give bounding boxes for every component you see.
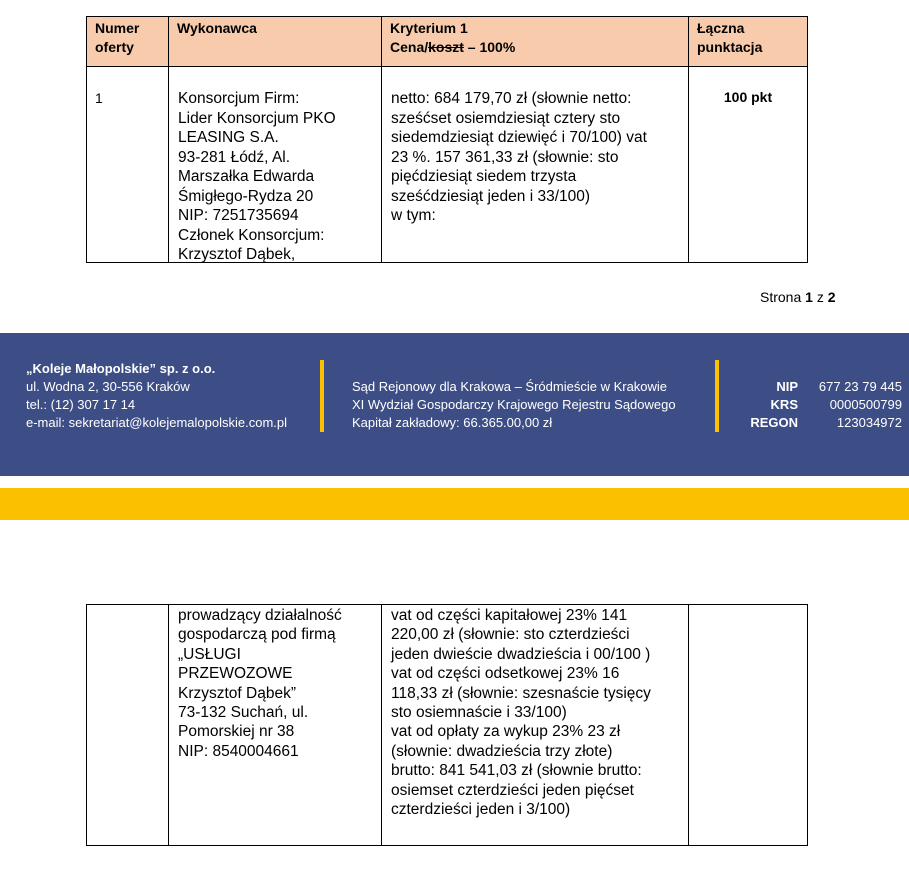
header-cell-kryterium bbox=[382, 17, 689, 67]
footer-accent-stripe bbox=[0, 488, 909, 520]
table-header-row bbox=[87, 17, 808, 67]
header-cell-wykonawca bbox=[169, 17, 382, 67]
contractor-text-continued: prowadzący działalność gospodarczą pod firmą „USŁUGI PRZEWOZOWE Krzysztof Dąbek” 73-132 Suchań, ul. Pomorskiej nr 38 NIP: 8540004661 bbox=[178, 607, 342, 760]
header-kryterium-percent: – 100% bbox=[463, 39, 516, 55]
footer-nip-value: 677 23 79 445 bbox=[818, 379, 902, 394]
page-number-separator: z bbox=[812, 289, 828, 305]
footer-krs-label: KRS bbox=[770, 397, 798, 412]
footer-registry bbox=[352, 378, 676, 432]
offers-table bbox=[86, 16, 808, 263]
cell-punktacja bbox=[689, 605, 808, 846]
footer-krs-value: 0000500799 bbox=[829, 397, 902, 412]
company-footer bbox=[0, 333, 909, 476]
header-cell-numer bbox=[87, 17, 169, 67]
footer-email: e-mail: sekretariat@kolejemalopolskie.com.pl bbox=[26, 415, 288, 430]
footer-court-line2: XI Wydział Gospodarczy Krajowego Rejestru Sądowego bbox=[352, 397, 676, 412]
cell-kryterium bbox=[382, 605, 689, 846]
header-kryterium-line2 bbox=[390, 38, 680, 57]
header-punktacja: Łączna punktacja bbox=[697, 20, 763, 55]
offers-table-continued bbox=[86, 604, 808, 846]
footer-capital: Kapitał zakładowy: 66.365.00,00 zł bbox=[352, 415, 553, 430]
footer-phone: tel.: (12) 307 17 14 bbox=[26, 397, 136, 412]
footer-identifiers bbox=[740, 378, 902, 432]
page-number bbox=[760, 289, 836, 305]
header-kryterium-line1: Kryterium 1 bbox=[390, 20, 468, 36]
footer-regon-row bbox=[740, 414, 902, 432]
footer-divider bbox=[320, 360, 324, 432]
cell-wykonawca bbox=[169, 605, 382, 846]
offer-number: 1 bbox=[95, 90, 103, 106]
cell-wykonawca bbox=[169, 67, 382, 263]
footer-regon-label: REGON bbox=[750, 415, 798, 430]
footer-gap bbox=[0, 476, 909, 488]
header-wykonawca: Wykonawca bbox=[177, 20, 257, 36]
page-number-prefix: Strona bbox=[760, 289, 806, 305]
footer-address: ul. Wodna 2, 30-556 Kraków bbox=[26, 379, 190, 394]
header-kryterium-cena: Cena/ bbox=[390, 39, 429, 55]
footer-nip-label: NIP bbox=[776, 379, 798, 394]
footer-divider bbox=[715, 360, 719, 432]
footer-nip-row bbox=[740, 378, 902, 396]
cell-numer bbox=[87, 67, 169, 263]
criterion-text-continued: vat od części kapitałowej 23% 141 220,00 zł (słownie: sto czterdzieści jeden dwieście dwadzieścia i 00/100 ) vat od części odsetkowej 23% 16 118,33 zł (słownie: szesnaście tysięcy sto osiemnaście i 33/100) vat od opłaty za wykup 23% 23 zł (słownie: dwadzieścia trzy złote) brutto: 841 541,03 zł (słownie brutto: osiemset czterdzieści jeden pięćset czterdzieści jeden i 3/100) bbox=[391, 607, 651, 819]
page-number-total: 2 bbox=[827, 289, 836, 305]
page-number-current: 1 bbox=[805, 289, 813, 305]
table-row bbox=[87, 67, 808, 263]
header-kryterium-koszt-struck: koszt bbox=[428, 39, 464, 55]
cell-kryterium bbox=[382, 67, 689, 263]
contractor-text: Konsorcjum Firm: Lider Konsorcjum PKO LEASING S.A. 93-281 Łódź, Al. Marszałka Edwarda Śmigłego-Rydza 20 NIP: 7251735694 Członek Konsorcjum: Krzysztof Dąbek, bbox=[178, 90, 336, 263]
cell-punktacja bbox=[689, 67, 808, 263]
total-points: 100 pkt bbox=[723, 89, 773, 105]
header-cell-punktacja bbox=[689, 17, 808, 67]
footer-krs-row bbox=[740, 396, 902, 414]
footer-court-line1: Sąd Rejonowy dla Krakowa – Śródmieście w Krakowie bbox=[352, 379, 668, 394]
cell-numer bbox=[87, 605, 169, 846]
header-kryterium bbox=[382, 17, 688, 57]
footer-company-name: „Koleje Małopolskie” sp. z o.o. bbox=[26, 361, 216, 376]
table-row bbox=[87, 605, 808, 846]
footer-contact bbox=[26, 360, 287, 432]
header-numer: Numer oferty bbox=[95, 20, 140, 55]
footer-regon-value: 123034972 bbox=[836, 415, 902, 430]
criterion-text: netto: 684 179,70 zł (słownie netto: sześćset osiemdziesiąt cztery sto siedemdziesiąt dziewięć i 70/100) vat 23 %. 157 361,33 zł (słownie: sto pięćdziesiąt siedem trzysta sześćdziesiąt jeden i 33/100) w tym: bbox=[391, 90, 647, 224]
